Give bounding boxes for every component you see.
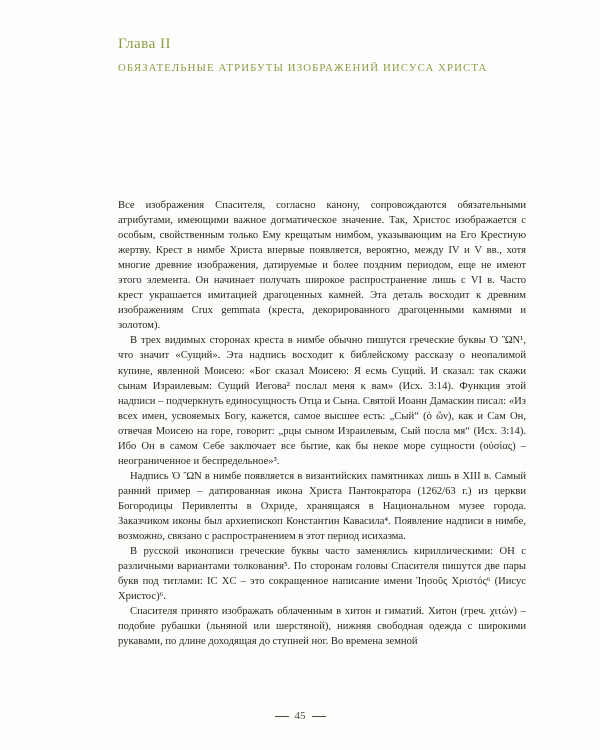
paragraph-2: В трех видимых сторонах креста в нимбе обычно пишутся греческие буквы Ὁ ὪΝ¹, что значит «Сущий». Эта надпись восходит к библейскому рассказу о неопалимой купине, явленной Моисею: «Бог сказал Моисею: Я есмь Сущий. И сказал: так скажи сынам Израилевым: Сущий Иегова² послал меня к вам» (Исх. 3:14). Функция этой надписи – подчеркнуть единосущность Отца и Сына. Святой Иоанн Дамаскин писал: «Из всех имен, усвояемых Богу, кажется, самое высшее есть: „Сый“ (ὁ ὤν), как и Сам Он, отвечая Моисею на горе, говорит: „рцы сыном Израилевым, Сый посла мя“ (Исх. 3:14). Ибо Он в самом Себе заключает все бытие, как бы некое море сущности (οὐσίας) – неограниченное и беспредельное»³. — [118, 335, 526, 467]
footer-dash-left — [275, 716, 289, 717]
paragraph-5: Спасителя принято изображать облаченным в хитон и гиматий. Хитон (греч. χιτών) – подобие рубашки (льняной или шерстяной), нижняя свободная одежда с широкими рукавами, по длине доходящая до ступней ног. Во времена земной — [118, 606, 526, 648]
paragraph-3: Надпись Ὁ ὪΝ в нимбе появляется в византийских памятниках лишь в XIII в. Самый ранний пример – датированная икона Христа Пантократора (1262/63 г.) из церкви Богородицы Перивлепты в Охриде, хранящаяся в Национальном музее города. Заказчиком иконы был архиепископ Константин Кавасила⁴. Появление надписи в нимбе, возможно, связано с распространением в этот период исихазма. — [118, 470, 526, 543]
chapter-subtitle: ОБЯЗАТЕЛЬНЫЕ АТРИБУТЫ ИЗОБРАЖЕНИЙ ИИСУСА ХРИСТА — [118, 62, 488, 74]
chapter-title: Глава II — [118, 36, 171, 52]
footer-dash-right — [312, 716, 326, 717]
paragraph-1: Все изображения Спасителя, согласно канону, сопровождаются обязательными атрибутами, имеющими важное догматическое значение. Так, Христос изображается с особым, свойственным только Ему крещатым нимбом, указывающим на Его Крестную жертву. Крест в нимбе Христа впервые появляется, вероятно, между IV и V вв., хотя многие древние изображения, датируемые и более поздним периодом, еще не имеют этого элемента. Он начинает получать широкое распространение лишь с VI в. Часто крест украшается имитацией драгоценных камней. Эта деталь восходит к древним изображениям Crux gemmata (креста, декорированного драгоценными камнями и золотом). — [118, 200, 526, 332]
paragraph-4: В русской иконописи греческие буквы часто заменялись кириллическими: ОН с различными вариантами толкования⁵. По сторонам головы Спасителя пишутся две пары букв под титлами: IC XC – это сокращенное написание имени Ἰησοῦς Χριστός⁶ (Иисус Христос)⁶. — [118, 546, 526, 603]
page-footer — [0, 710, 600, 722]
page-number: 45 — [294, 710, 306, 722]
main-text — [118, 198, 526, 649]
